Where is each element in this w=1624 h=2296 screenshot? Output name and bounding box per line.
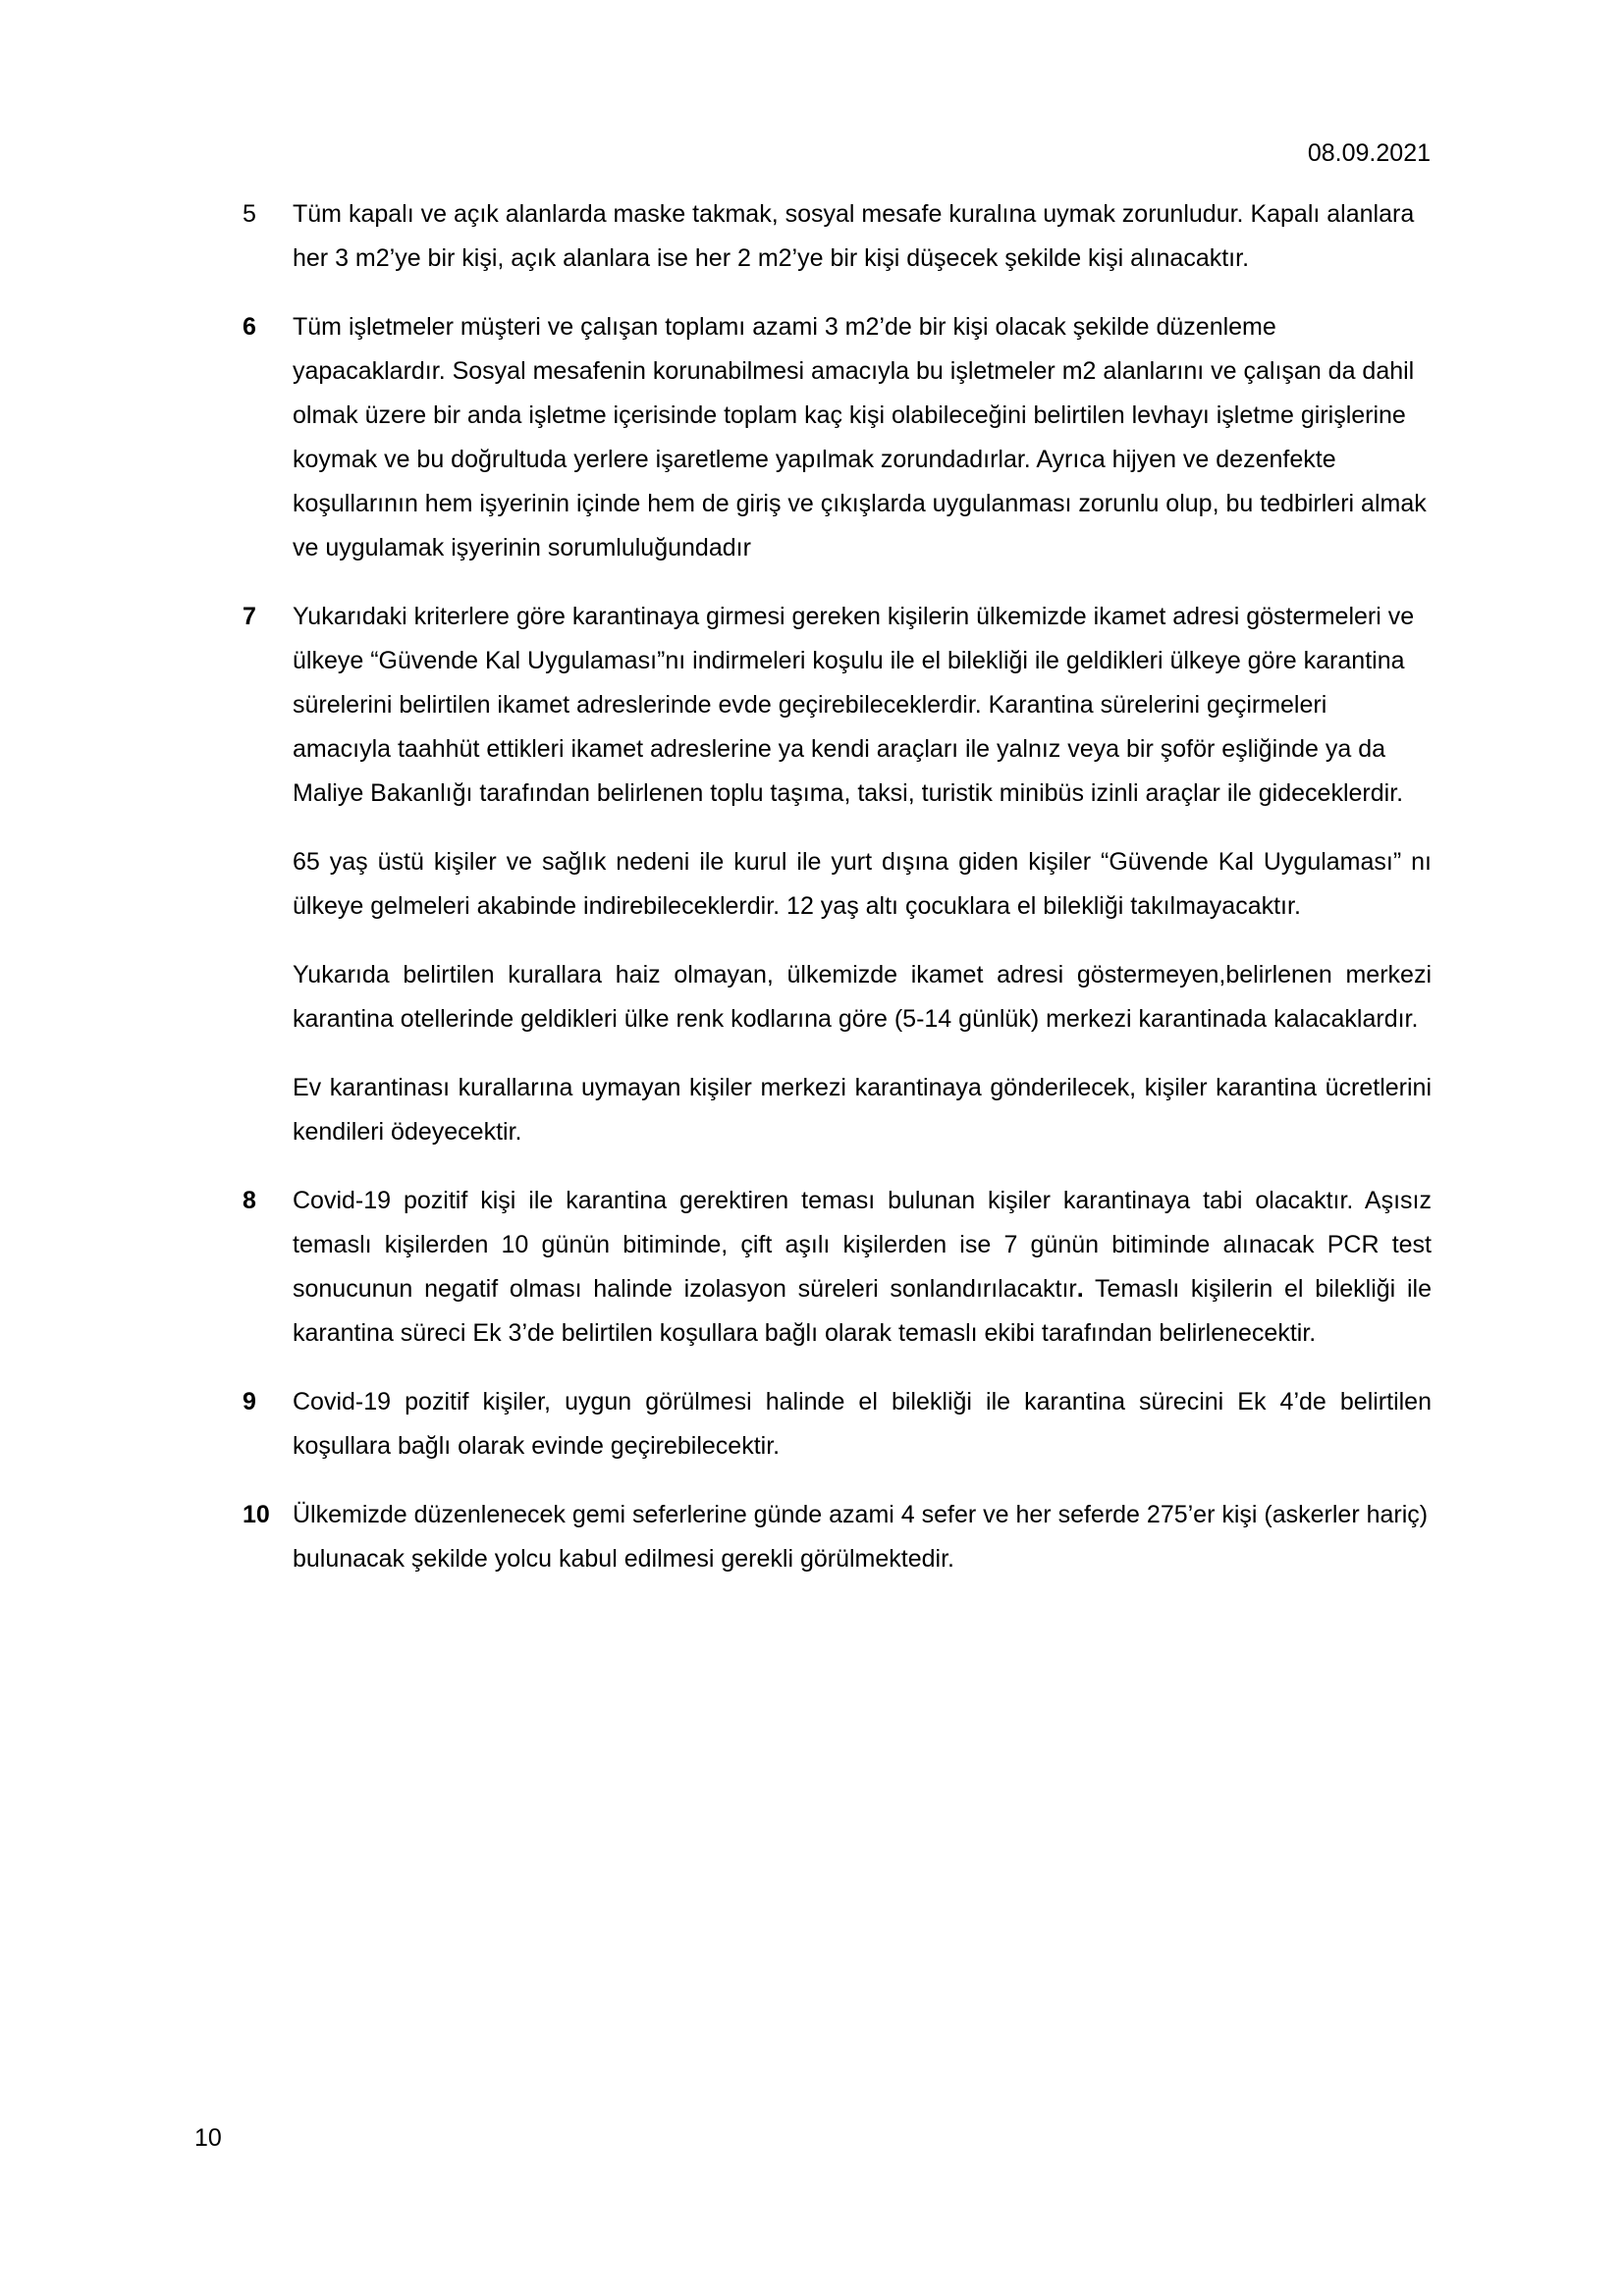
text-run: Temaslı kişilerin el bilekliği ile karantina süreci Ek 3’de belirtilen koşullara bağlı olarak temaslı ekibi tarafından belirlenecektir. [293, 1275, 1432, 1347]
text-run: Covid-19 pozitif kişi ile karantina gerektiren teması bulunan kişiler karantinaya tabi olacaktır. Aşısız temaslı kişilerden 10 günün bitiminde, çift aşılı kişilerden ise 7 günün bitiminde alınacak PCR test sonucunun negatif olması halinde izolasyon süreleri sonlandırılacaktır [293, 1187, 1432, 1303]
item-number: 5 [243, 200, 256, 228]
item-content [293, 595, 1432, 1154]
item-number: 7 [243, 603, 256, 630]
list-item [243, 1179, 1432, 1356]
item-number: 8 [243, 1187, 256, 1214]
paragraph [293, 1179, 1432, 1356]
paragraph [293, 1066, 1432, 1154]
item-number: 10 [243, 1501, 270, 1528]
paragraph [293, 1380, 1432, 1468]
item-content [293, 1493, 1432, 1581]
text-run: Ev karantinası kurallarına uymayan kişiler merkezi karantinaya gönderilecek, kişiler karantina ücretlerini kendileri ödeyecektir. [293, 1074, 1432, 1146]
text-run: . [1076, 1275, 1084, 1303]
page-number: 10 [194, 2124, 222, 2152]
item-content [293, 1380, 1432, 1468]
document-date: 08.09.2021 [1307, 139, 1431, 167]
paragraph [293, 192, 1432, 281]
text-run: Tüm kapalı ve açık alanlarda maske takmak, sosyal mesafe kuralına uymak zorunludur. Kapalı alanlara her 3 m2’ye bir kişi, açık alanlara ise her 2 m2’ye bir kişi düşecek şekilde kişi alınacaktır. [293, 200, 1415, 272]
item-content [293, 1179, 1432, 1356]
numbered-list [243, 192, 1432, 1581]
list-item [243, 305, 1432, 570]
item-number: 9 [243, 1388, 256, 1415]
text-run: Yukarıda belirtilen kurallara haiz olmayan, ülkemizde ikamet adresi göstermeyen,belirlenen merkezi karantina otellerinde geldikleri ülke renk kodlarına göre (5-14 günlük) merkezi karantinada kalacaklardır. [293, 961, 1432, 1033]
list-item [243, 595, 1432, 1154]
paragraph [293, 305, 1432, 570]
text-run: 65 yaş üstü kişiler ve sağlık nedeni ile kurul ile yurt dışına giden kişiler “Güvende Kal Uygulaması” nı ülkeye gelmeleri akabinde indirebileceklerdir. 12 yaş altı çocuklara el bilekliği takılmayacaktır. [293, 848, 1432, 920]
paragraph [293, 595, 1432, 816]
paragraph [293, 840, 1432, 929]
paragraph [293, 1493, 1432, 1581]
text-run: Covid-19 pozitif kişiler, uygun görülmesi halinde el bilekliği ile karantina sürecini Ek 4’de belirtilen koşullara bağlı olarak evinde geçirebilecektir. [293, 1388, 1432, 1460]
item-number: 6 [243, 313, 256, 341]
item-content [293, 305, 1432, 570]
text-run: Tüm işletmeler müşteri ve çalışan toplamı azami 3 m2’de bir kişi olacak şekilde düzenleme yapacaklardır. Sosyal mesafenin korunabilmesi amacıyla bu işletmeler m2 alanlarını ve çalışan da dahil olmak üzere bir anda işletme içerisinde toplam kaç kişi olabileceğini belirtilen levhayı işletme girişlerine koymak ve bu doğrultuda yerlere işaretleme yapılmak zorundadırlar. Ayrıca hijyen ve dezenfekte koşullarının hem işyerinin içinde hem de giriş ve çıkışlarda uygulanması zorunlu olup, bu tedbirleri almak ve uygulamak işyerinin sorumluluğundadır [293, 313, 1427, 561]
paragraph [293, 953, 1432, 1041]
list-item [243, 1493, 1432, 1581]
text-run: Yukarıdaki kriterlere göre karantinaya girmesi gereken kişilerin ülkemizde ikamet adresi göstermeleri ve ülkeye “Güvende Kal Uygulaması”nı indirmeleri koşulu ile el bilekliği ile geldikleri ülkeye göre karantina sürelerini belirtilen ikamet adreslerinde evde geçirebileceklerdir. Karantina sürelerini geçirmeleri amacıyla taahhüt ettikleri ikamet adreslerine ya kendi araçları ile yalnız veya bir şoför eşliğinde ya da Maliye Bakanlığı tarafından belirlenen toplu taşıma, taksi, turistik minibüs izinli araçlar ile gideceklerdir. [293, 603, 1415, 807]
list-item [243, 192, 1432, 281]
list-item [243, 1380, 1432, 1468]
text-run: Ülkemizde düzenlenecek gemi seferlerine günde azami 4 sefer ve her seferde 275’er kişi (askerler hariç) bulunacak şekilde yolcu kabul edilmesi gerekli görülmektedir. [293, 1501, 1429, 1573]
item-content [293, 192, 1432, 281]
